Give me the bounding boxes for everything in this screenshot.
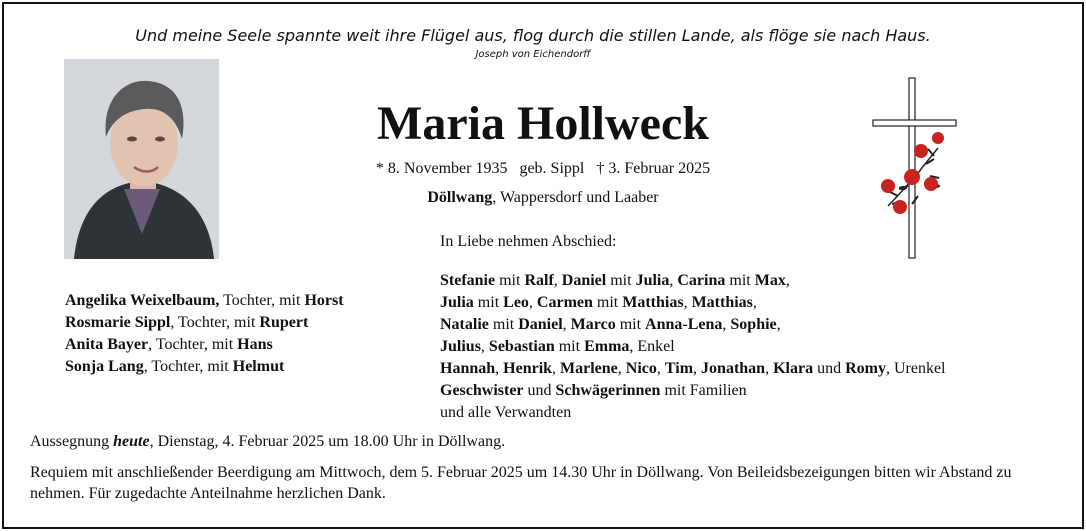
text-segment: Sebastian (488, 338, 555, 355)
family-line (440, 314, 946, 336)
text-segment: Daniel (561, 272, 607, 289)
text-segment: Daniel (518, 316, 563, 333)
text-segment: Nico (625, 360, 657, 377)
text-segment: Julius (440, 338, 481, 355)
text-segment: und alle Verwandten (440, 404, 572, 421)
text-segment: , (693, 360, 702, 377)
life-dates: * 8. November 1935 geb. Sippl † 3. Februar 2025 (375, 160, 711, 177)
farewell-intro: In Liebe nehmen Abschied: (440, 233, 617, 250)
family-line (440, 380, 946, 402)
text-segment: mit (725, 272, 755, 289)
text-segment: Hannah (440, 360, 496, 377)
text-segment: und (813, 360, 846, 377)
text-segment: Tochter, mit (219, 292, 305, 309)
text-segment: Ralf (524, 272, 554, 289)
text-segment: Helmut (232, 358, 285, 375)
text-segment: mit (592, 294, 623, 311)
text-segment: mit Familien (660, 382, 747, 399)
text-segment: Marco (570, 316, 616, 333)
family-line (440, 402, 946, 424)
text-segment: mit (473, 294, 504, 311)
text-segment: Carina (677, 272, 726, 289)
text-segment: Aussegnung (30, 433, 114, 450)
daughter-line (65, 312, 344, 334)
text-segment: mit (606, 272, 636, 289)
text-segment: Marlene (560, 360, 618, 377)
text-segment: Horst (304, 292, 344, 309)
text-segment: , (683, 294, 692, 311)
text-segment: , (765, 360, 774, 377)
text-segment: , (669, 272, 678, 289)
deceased-name: Maria Hollweck (377, 97, 709, 150)
text-segment: mit (615, 316, 646, 333)
daughter-line (65, 334, 344, 356)
text-segment: , (553, 272, 562, 289)
text-segment: Henrik (503, 360, 553, 377)
place-rest: , Wappersdorf und Laaber (492, 189, 659, 206)
text-segment: , (480, 338, 489, 355)
text-segment: Rupert (259, 314, 309, 331)
places (320, 189, 766, 207)
family-line (440, 336, 946, 358)
text-segment: Romy (845, 360, 886, 377)
text-segment: Sonja Lang (65, 358, 144, 375)
family-line (440, 358, 946, 380)
text-segment: , Tochter, mit (148, 336, 238, 353)
portrait-photo (64, 59, 219, 259)
text-segment: , (617, 360, 626, 377)
text-segment: , (656, 360, 665, 377)
text-segment: Hans (237, 336, 273, 353)
requiem-notice: Requiem mit anschließender Beerdigung am Mittwoch, dem 5. Februar 2025 um 14.30 Uhr in Döllwang. Von Beileidsbezeigungen bitten wir Abstand zu nehmen. Für zugedachte Anteilnahme herzlichen Dank. (30, 464, 1012, 502)
text-segment: Emma (584, 338, 630, 355)
text-segment: Klara (773, 360, 814, 377)
text-segment: Matthias (622, 294, 684, 311)
text-segment: Sophie (730, 316, 777, 333)
quote-author: Joseph von Eichendorff (475, 49, 591, 60)
text-segment: , (785, 272, 790, 289)
text-segment: mit (495, 272, 525, 289)
text-segment: , (552, 360, 561, 377)
text-segment: Rosmarie Sippl (65, 314, 171, 331)
text-segment: Natalie (440, 316, 489, 333)
place-main: Döllwang (427, 189, 493, 206)
text-segment: Matthias (691, 294, 753, 311)
text-segment: heute (113, 433, 150, 450)
text-segment: , (722, 316, 731, 333)
daughter-line (65, 290, 344, 312)
text-segment: , (776, 316, 781, 333)
text-segment: Angelika Weixelbaum, (65, 292, 220, 309)
family-line (440, 270, 946, 292)
text-segment: , Enkel (629, 338, 675, 355)
text-segment: Geschwister (440, 382, 524, 399)
text-segment: , (562, 316, 571, 333)
blessing-notice (30, 433, 505, 451)
quote: Und meine Seele spannte weit ihre Flügel aus, flog durch die stillen Lande, als flöge sie nach Haus. (135, 26, 931, 45)
daughter-line (65, 356, 344, 378)
text-segment: , (495, 360, 504, 377)
text-segment: mit (554, 338, 585, 355)
text-segment: Stefanie (440, 272, 496, 289)
text-segment: mit (488, 316, 519, 333)
family-list (440, 270, 946, 424)
text-segment: Anna-Lena (645, 316, 723, 333)
family-line (440, 292, 946, 314)
text-segment: , Urenkel (885, 360, 946, 377)
text-segment: Tim (664, 360, 694, 377)
text-segment: und (523, 382, 556, 399)
text-segment: , (752, 294, 757, 311)
text-segment: Julia (635, 272, 670, 289)
text-segment: Jonathan (701, 360, 766, 377)
text-segment: Schwägerinnen (555, 382, 661, 399)
text-segment: , (528, 294, 537, 311)
text-segment: Leo (503, 294, 529, 311)
text-segment: , Tochter, mit (143, 358, 233, 375)
cross-with-roses-icon (868, 76, 963, 261)
daughters-list (65, 290, 344, 378)
text-segment: , Dienstag, 4. Februar 2025 um 18.00 Uhr in Döllwang. (149, 433, 506, 450)
text-segment: Max (754, 272, 786, 289)
text-segment: , Tochter, mit (170, 314, 260, 331)
text-segment: Julia (440, 294, 474, 311)
text-segment: Anita Bayer (65, 336, 149, 353)
text-segment: Carmen (536, 294, 593, 311)
